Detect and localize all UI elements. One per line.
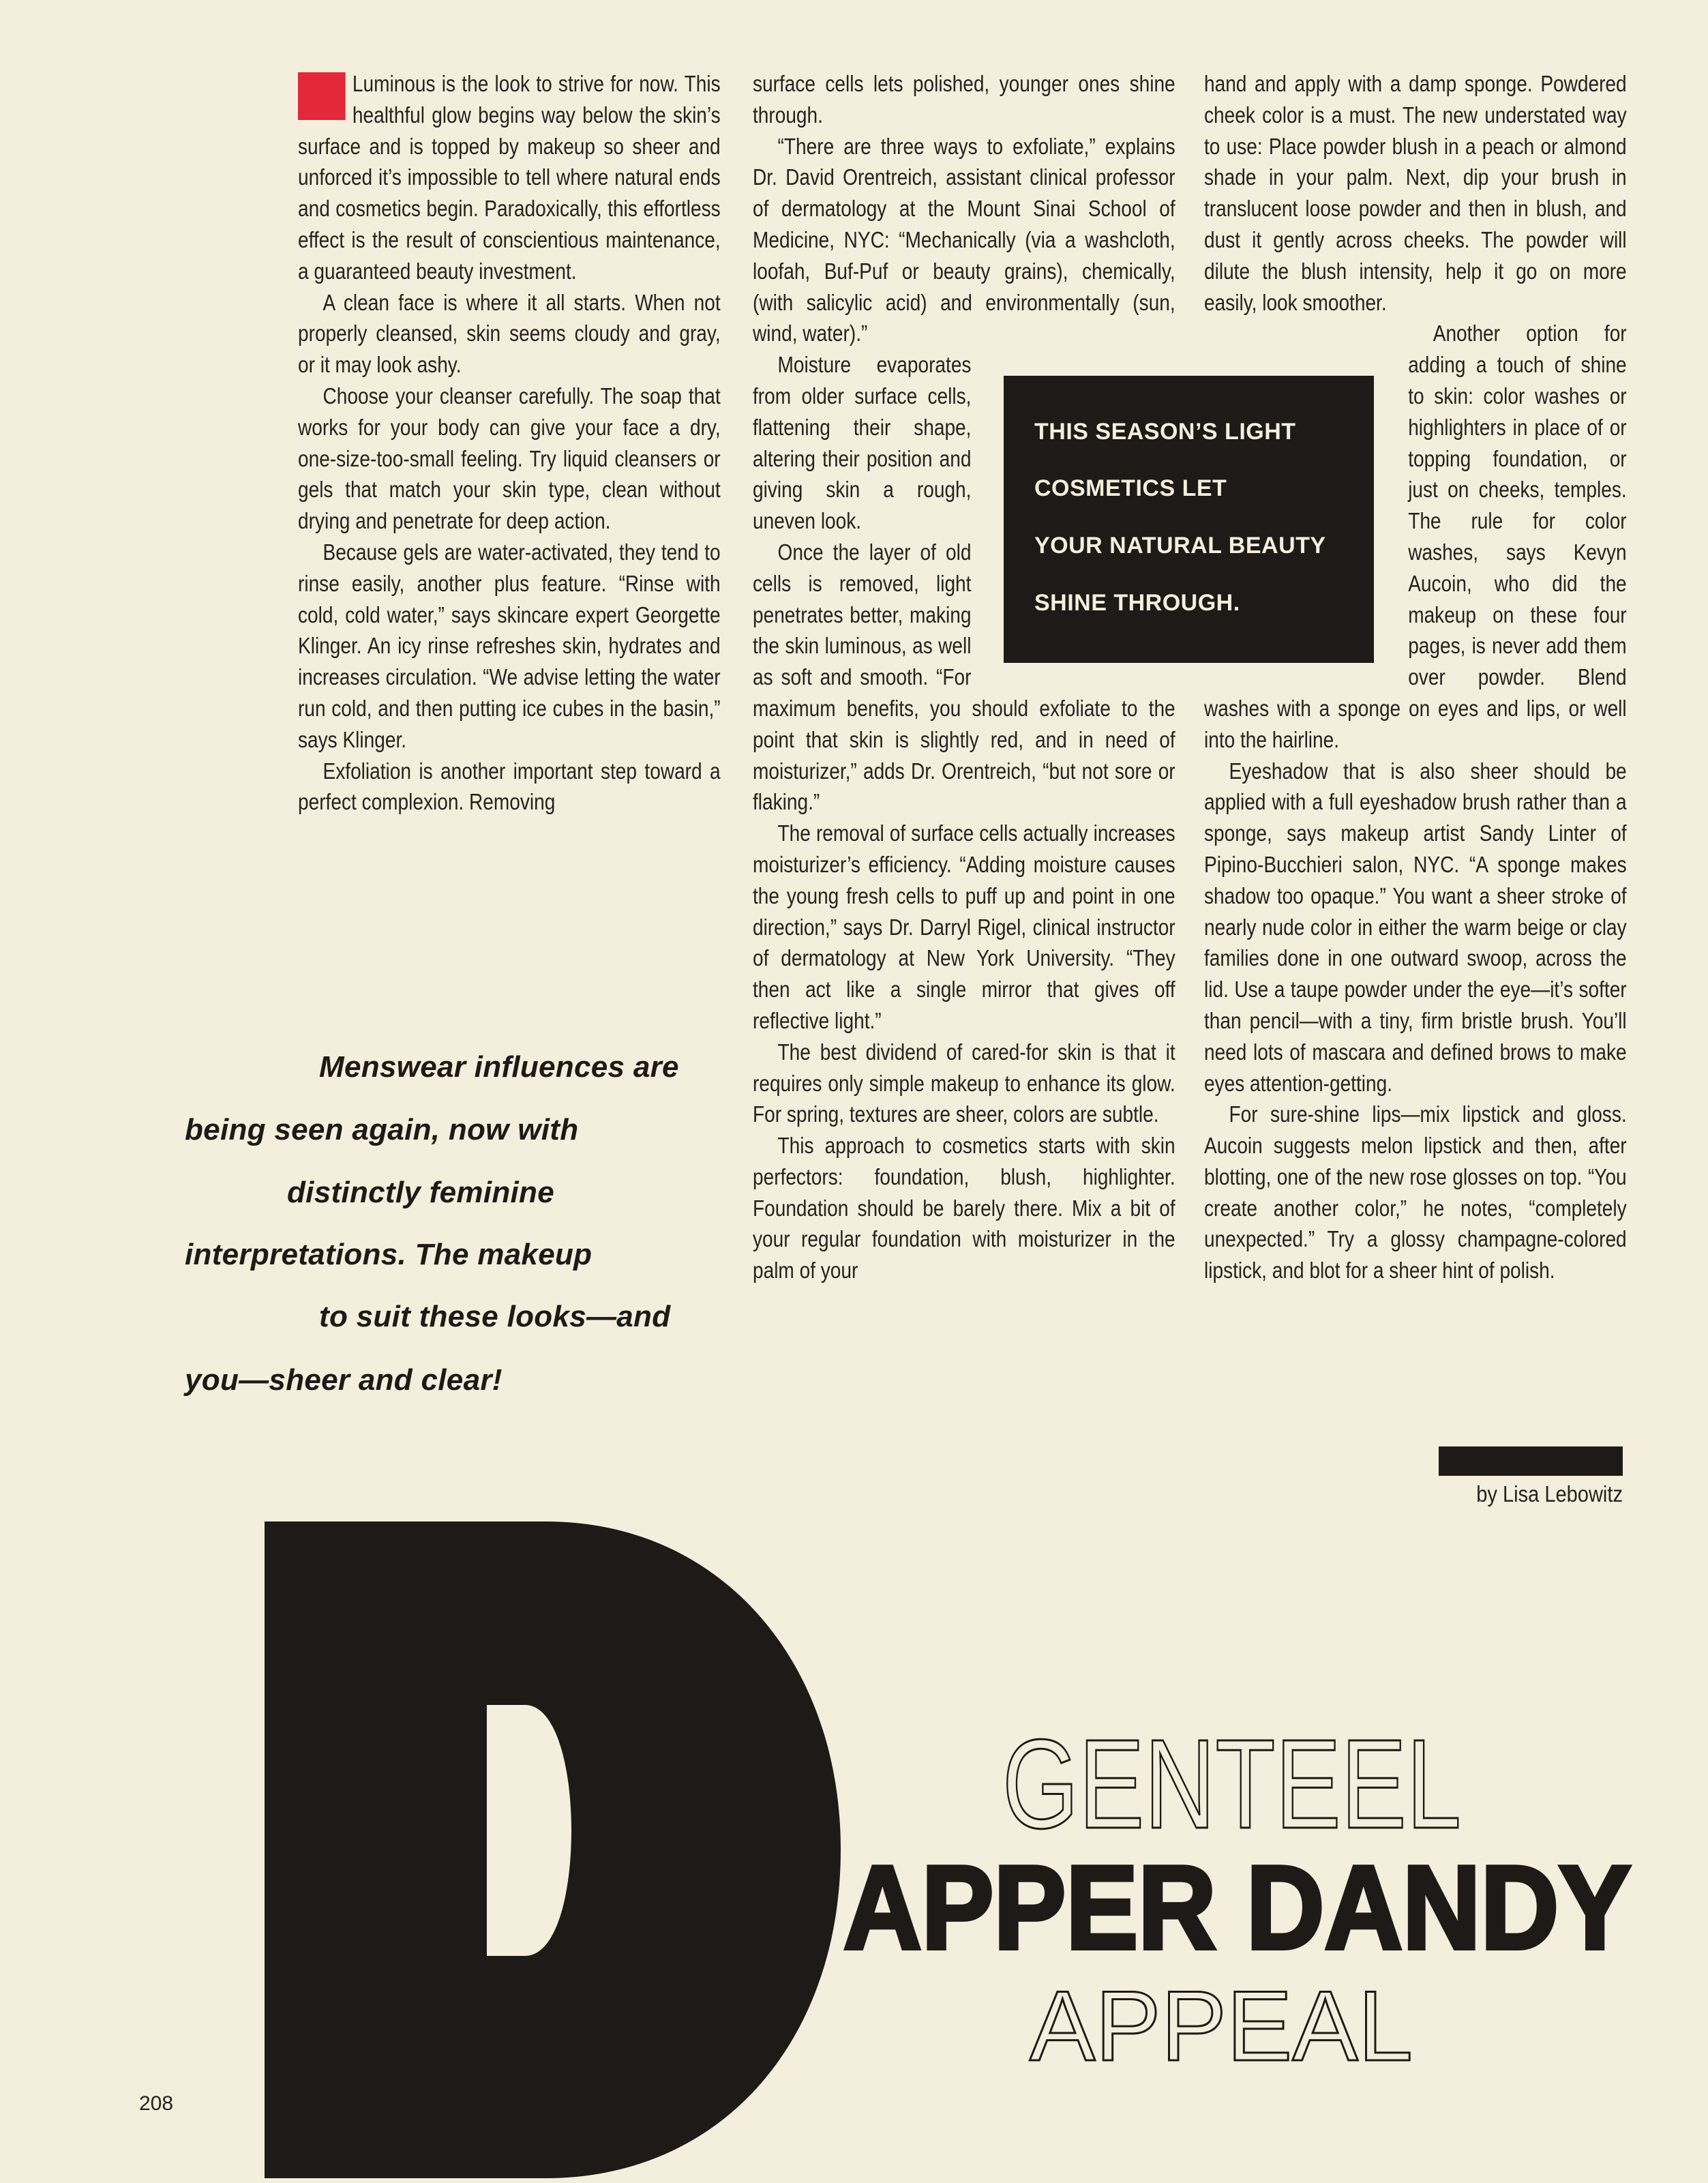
title-appeal: APPEAL: [1030, 1970, 1413, 2081]
paragraph: Moisture evaporates from older surface cells, flattening their shape, altering their position and giving skin a rough, uneven look.: [753, 352, 972, 534]
drop-letter-d: [265, 1521, 841, 2178]
pull-quote-line: SHINE THROUGH.: [1034, 590, 1240, 616]
pull-quote-line: THIS SEASON’S LIGHT: [1034, 419, 1296, 445]
paragraph: Luminous is the look to strive for now. This healthful glow begins way below the skin’s surface and is topped by makeup so sheer and unforced it’s impossible to tell where natural ends and cosmetics begin. Paradoxically, this effortless effect is the result of conscientious maintenance, a guaranteed beauty investment.: [298, 71, 721, 284]
quote-line: interpretations. The makeup: [185, 1238, 593, 1271]
paragraph: Once the layer of old cells is removed, light penetrates better, making the skin luminous, as well as soft and smooth. “For maximum benefits, you should exfoliate to the point that skin is slightly red, and in need of moisturizer,” adds Dr. Orentreich, “but not sore or flaking.”: [753, 539, 1175, 815]
byline: by Lisa Lebowitz: [1476, 1481, 1623, 1506]
paragraph: Exfoliation is another important step toward a perfect complexion. Removing: [298, 758, 721, 815]
title-genteel: GENTEEL: [1002, 1714, 1461, 1855]
paragraph: Eyeshadow that is also sheer should be applied with a full eyeshadow brush rather than a sponge, says makeup artist Sandy Linter of Pipino-Bucchieri salon, NYC. “A sponge makes shadow too opaque.” You want a sheer stroke of nearly nude color in either the warm beige or clay families done in one outward swoop, across the lid. Use a taupe powder under the eye—it’s softer than pencil—with a tiny, firm bristle brush. You’ll need lots of mascara and defined brows to make eyes attention-getting.: [1204, 758, 1627, 1096]
pull-quote-line: YOUR NATURAL BEAUTY: [1034, 533, 1326, 559]
paragraph: Because gels are water-activated, they tend to rinse easily, another plus feature. “Rinse with cold, cold water,” says skincare expert Georgette Klinger. An icy rinse refreshes skin, hydrates and increases circulation. “We advise letting the water run cold, and then putting ice cubes in the basin,” says Klinger.: [298, 539, 721, 752]
paragraph: Choose your cleanser carefully. The soap that works for your body can give your face a dry, one-size-too-small feeling. Try liquid cleansers or gels that match your skin type, clean without drying and penetrate for deep action.: [298, 383, 721, 534]
quote-line: Menswear influences are: [319, 1050, 679, 1084]
paragraph: surface cells lets polished, younger ones shine through.: [753, 71, 1175, 128]
paragraph: hand and apply with a damp sponge. Powdered cheek color is a must. The new understated way to use: Place powder blush in a peach or almond shade in your palm. Next, dip your brush in translucent loose powder and then in blush, and dust it gently across cheeks. The powder will dilute the blush intensity, help it go on more easily, look smoother.: [1204, 71, 1627, 315]
quote-line: being seen again, now with: [185, 1113, 579, 1146]
title-apper-dandy: APPER DANDY: [843, 1841, 1631, 1974]
quote-line: you—sheer and clear!: [185, 1363, 503, 1397]
quote-line: distinctly feminine: [287, 1176, 554, 1209]
paragraph: The removal of surface cells actually increases moisturizer’s efficiency. “Adding moisture causes the young fresh cells to puff up and point in one direction,” says Dr. Darryl Rigel, clinical instructor of dermatology at New York University. “They then act like a single mirror that gives off reflective light.”: [753, 820, 1175, 1033]
paragraph: For sure-shine lips—mix lipstick and gloss. Aucoin suggests melon lipstick and then, after blotting, one of the new rose glosses on top. “You create another color,” he notes, “completely unexpected.” Try a glossy champagne-colored lipstick, and blot for a sheer hint of polish.: [1204, 1101, 1627, 1283]
paragraph: The best dividend of cared-for skin is that it requires only simple makeup to enhance its glow. For spring, textures are sheer, colors are subtle.: [753, 1039, 1175, 1127]
quote-line: to suit these looks—and: [319, 1300, 671, 1333]
page-number: 208: [139, 2092, 174, 2115]
paragraph: This approach to cosmetics starts with skin perfectors: foundation, blush, highlighter. Foundation should be barely there. Mix a bit of your regular foundation with moisturizer in the palm of your: [753, 1133, 1175, 1283]
paragraph: “There are three ways to exfoliate,” explains Dr. David Orentreich, assistant clinical professor of dermatology at the Mount Sinai School of Medicine, NYC: “Mechanically (via a washcloth, loofah, Buf-Puf or beauty grains), chemically, (with salicylic acid) and environmentally (sun, wind, water).”: [753, 133, 1175, 346]
paragraph: A clean face is where it all starts. When not properly cleansed, skin seems cloudy and gray, or it may look ashy.: [298, 289, 721, 378]
pull-quote-line: COSMETICS LET: [1034, 475, 1227, 501]
paragraph: Another option for adding a touch of shine to skin: color washes or highlighters in place of or topping foundation, or just on cheeks, temples. The rule for color washes, says Kevyn Aucoin, who did the makeup on these four pages, is never add them over powder. Blend washes with a sponge on eyes and lips, or well into the hairline.: [1204, 321, 1627, 752]
